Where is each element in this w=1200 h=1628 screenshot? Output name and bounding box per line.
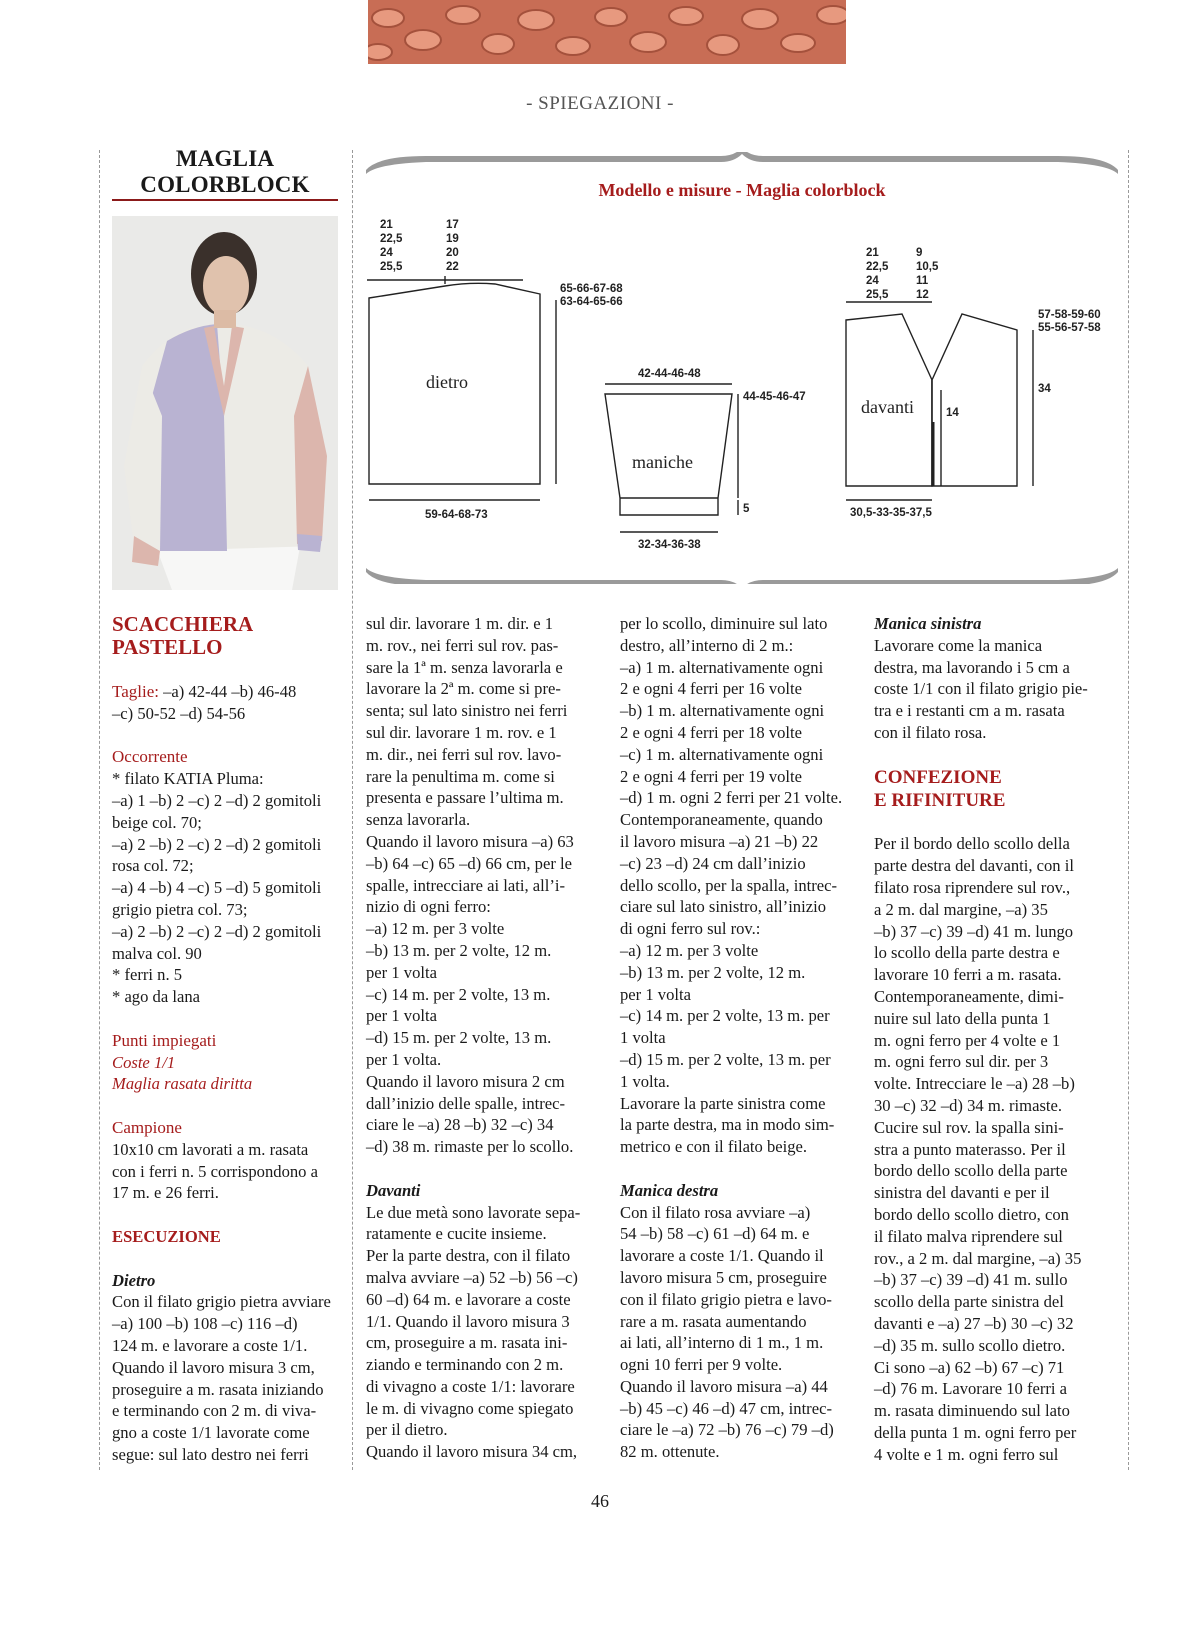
text-line: stra a punto materasso. Per il <box>874 1139 1066 1159</box>
front-right-shape <box>932 314 1017 486</box>
text-line: di vivagno a coste 1/1: lavorare <box>366 1376 575 1396</box>
text-line: malva avviare –a) 52 –b) 56 –c) <box>366 1267 578 1287</box>
text-line: 1 volta. <box>620 1071 670 1091</box>
text-line: lavorare 10 ferri a m. rasata. <box>874 965 1062 985</box>
col3-block-1 <box>620 613 846 1158</box>
text-line: gno a coste 1/1 lavorate come <box>112 1423 310 1443</box>
text-line: per 1 volta <box>620 984 691 1004</box>
sleeve-bottom-width: 32-34-36-38 <box>638 539 701 551</box>
text-line: Le due metà sono lavorate sepa- <box>366 1202 581 1222</box>
stitches-label: Punti impiegati <box>112 1030 217 1050</box>
col4-block-2 <box>874 833 1100 1465</box>
back-shoulder-width: 25,5 <box>380 261 403 273</box>
text-line: –d) 38 m. rimaste per lo scollo. <box>366 1137 574 1157</box>
back-section-label: Dietro <box>112 1270 156 1290</box>
text-line: per lo scollo, diminuire sul lato <box>620 614 828 633</box>
col4-block-1 <box>874 635 1100 744</box>
title-line-1: MAGLIA <box>175 146 275 171</box>
gauge-label: Campione <box>112 1117 182 1137</box>
text-line: –d) 76 m. Lavorare 10 ferri a <box>874 1379 1068 1399</box>
text-line: il filato malva riprendere sul <box>874 1226 1063 1246</box>
text-line: 30 –c) 32 –d) 34 m. rimaste. <box>874 1095 1063 1115</box>
col3-block-2 <box>620 1202 846 1464</box>
back-shoulder-width: 21 <box>380 219 393 231</box>
text-line: presenta e passare l’ultima m. <box>366 788 564 808</box>
schematics <box>0 0 1200 600</box>
heading-line: CONFEZIONE <box>874 766 1002 788</box>
diagram-title: Modello e misure - Maglia colorblock <box>598 180 886 200</box>
materials-line: –a) 4 –b) 4 –c) 5 –d) 5 gomitoli <box>112 878 322 898</box>
front-width: 30,5-33-35-37,5 <box>850 507 932 519</box>
left-sleeve-label: Manica sinistra <box>874 614 982 633</box>
column-3 <box>620 613 846 1463</box>
text-line: m. rov., nei ferri sul rov. pas- <box>366 635 559 655</box>
execution-label: ESECUZIONE <box>112 1226 221 1246</box>
heading-line: E RIFINITURE <box>874 789 1006 811</box>
text-line: con il filato rosa. <box>874 722 987 742</box>
heading-line: PASTELLO <box>112 635 223 659</box>
front-height: 55-56-57-58 <box>1038 322 1101 334</box>
text-line: Contemporaneamente, quando <box>620 810 823 830</box>
text-line: ciare sul lato sinistro, all’inizio <box>620 897 826 917</box>
back-height: 63-64-65-66 <box>560 296 623 308</box>
text-line: di ogni ferro sul rov.: <box>620 919 761 939</box>
sizes-label: Taglie: <box>112 682 159 701</box>
text-line: ziando e terminando con 2 m. <box>366 1355 564 1375</box>
text-line: ratamente e cucite insieme. <box>366 1224 547 1244</box>
back-label: dietro <box>426 372 468 392</box>
text-line: m. ogni ferro per 4 volte e 1 <box>874 1030 1061 1050</box>
back-neck-width: 20 <box>446 247 459 259</box>
text-line: scollo della parte sinistra del <box>874 1292 1064 1312</box>
materials-line: rosa col. 72; <box>112 856 194 876</box>
gauge-line: 10x10 cm lavorati a m. rasata <box>112 1139 309 1159</box>
page-number: 46 <box>591 1491 609 1511</box>
back-neck-width: 19 <box>446 233 459 245</box>
front-shoulder-width: 21 <box>866 247 879 259</box>
text-line: lo scollo della parte destra e <box>874 943 1060 963</box>
materials-line: malva col. 90 <box>112 943 202 963</box>
text-line: sul dir. lavorare 1 m. rov. e 1 <box>366 722 557 742</box>
materials-line: * ferri n. 5 <box>112 965 183 985</box>
text-line: spalle, intrecciare ai lati, all’i- <box>366 875 566 895</box>
text-line: ciare le –a) 28 –b) 32 –c) 34 <box>366 1115 554 1135</box>
column-4 <box>874 613 1100 1465</box>
text-line: e terminando con 2 m. di viva- <box>112 1401 317 1421</box>
text-line: filato rosa riprendere sul rov., <box>874 877 1071 897</box>
text-line: senta; sul lato sinistro nei ferri <box>366 701 568 721</box>
materials-line: * ago da lana <box>112 987 201 1007</box>
text-line: Per il bordo dello scollo della <box>874 834 1070 854</box>
text-line: per il dietro. <box>366 1420 448 1440</box>
gauge-line: con i ferri n. 5 corrispondono a <box>112 1161 318 1181</box>
text-line: 2 e ogni 4 ferri per 19 volte <box>620 766 803 786</box>
text-line: 1 volta <box>620 1028 666 1048</box>
text-line: metrico e con il filato beige. <box>620 1137 808 1157</box>
finishing-heading <box>874 766 1100 812</box>
text-line: –b) 13 m. per 2 volte, 12 m. <box>620 962 806 982</box>
text-line: –b) 64 –c) 65 –d) 66 cm, per le <box>366 853 572 873</box>
text-line: Lavorare la parte sinistra come <box>620 1093 826 1113</box>
materials-line: beige col. 70; <box>112 812 202 832</box>
text-line: –d) 15 m. per 2 volte, 13 m. <box>366 1028 552 1048</box>
text-line: –c) 1 m. alternativamente ogni <box>620 744 824 764</box>
text-line: il lavoro misura –a) 21 –b) 22 <box>620 831 819 851</box>
text-line: –a) 12 m. per 3 volte <box>366 919 505 939</box>
text-line: 1/1. Quando il lavoro misura 3 <box>366 1311 570 1331</box>
materials-label: Occorrente <box>112 747 188 767</box>
text-line: volte. Intrecciare le –a) 28 –b) <box>874 1074 1075 1094</box>
text-line: segue: sul lato destro nei ferri <box>112 1444 309 1464</box>
front-section-label: Davanti <box>366 1180 421 1200</box>
text-line: Contemporaneamente, dimi- <box>874 986 1064 1006</box>
text-line: proseguire a m. rasata iniziando <box>112 1379 324 1399</box>
text-line: cm, proseguire a m. rasata ini- <box>366 1333 568 1353</box>
text-line: –d) 35 m. sullo scollo dietro. <box>874 1335 1066 1355</box>
text-line: –c) 14 m. per 2 volte, 13 m. <box>366 984 551 1004</box>
heading-line: SCACCHIERA <box>112 612 254 636</box>
text-line: –c) 14 m. per 2 volte, 13 m. per <box>620 1006 830 1026</box>
text-line: –b) 45 –c) 46 –d) 47 cm, intrec- <box>620 1398 832 1418</box>
stitch-item: Maglia rasata diritta <box>112 1074 253 1094</box>
text-line: per 1 volta <box>366 1006 437 1026</box>
front-neck-width: 12 <box>916 289 929 301</box>
front-neck-width: 10,5 <box>916 261 939 273</box>
text-line: Quando il lavoro misura 34 cm, <box>366 1442 578 1462</box>
materials-line: grigio pietra col. 73; <box>112 899 248 919</box>
text-line: le m. di vivagno come spiegato <box>366 1398 574 1418</box>
back-neck-width: 17 <box>446 219 459 231</box>
text-line: bordo dello scollo dietro, con <box>874 1204 1069 1224</box>
text-line: dall’inizio delle spalle, intrec- <box>366 1093 566 1113</box>
text-line: bordo dello scollo della parte <box>874 1161 1068 1181</box>
text-line: 54 –b) 58 –c) 61 –d) 64 m. e <box>620 1224 810 1244</box>
text-line: –b) 37 –c) 39 –d) 41 m. lungo <box>874 921 1074 941</box>
sleeve-label: maniche <box>632 452 693 472</box>
text-line: Quando il lavoro misura 3 cm, <box>112 1357 315 1377</box>
front-shoulder-width: 24 <box>866 275 879 287</box>
text-line: –b) 13 m. per 2 volte, 12 m. <box>366 940 552 960</box>
text-line: Con il filato grigio pietra avviare <box>112 1292 331 1312</box>
text-line: Ci sono –a) 62 –b) 67 –c) 71 <box>874 1357 1065 1377</box>
sleeve-height: 44-45-46-47 <box>743 391 806 403</box>
front-shoulder-width: 22,5 <box>866 261 889 273</box>
col2-block-2 <box>366 1202 592 1464</box>
title-line-2: COLORBLOCK <box>140 172 310 197</box>
text-line: della punta 1 m. ogni ferro per <box>874 1422 1077 1442</box>
text-line: ogni 10 ferri per 9 volte. <box>620 1355 783 1375</box>
column-1 <box>112 613 338 1466</box>
text-line: destro, all’interno di 2 m.: <box>620 635 794 655</box>
materials-line: –a) 2 –b) 2 –c) 2 –d) 2 gomitoli <box>112 921 322 941</box>
materials-line: –a) 1 –b) 2 –c) 2 –d) 2 gomitoli <box>112 790 322 810</box>
text-line: –b) 1 m. alternativamente ogni <box>620 701 825 721</box>
text-line: parte destra del davanti, con il <box>874 856 1074 876</box>
front-shoulder-width: 25,5 <box>866 289 889 301</box>
front-label: davanti <box>861 397 914 417</box>
text-line: tra e i restanti cm a m. rasata <box>874 701 1065 721</box>
sleeve-cuff-height: 5 <box>743 503 750 515</box>
text-line: –a) 1 m. alternativamente ogni <box>620 657 824 677</box>
text-line: coste 1/1 con il filato grigio pie- <box>874 679 1088 699</box>
column-2 <box>366 613 592 1463</box>
text-line: per 1 volta. <box>366 1049 442 1069</box>
pattern-heading <box>112 613 338 659</box>
text-line: –a) 12 m. per 3 volte <box>620 940 759 960</box>
sizes-value: –c) 50-52 –d) 54-56 <box>112 703 246 723</box>
text-line: per 1 volta <box>366 962 437 982</box>
text-line: 124 m. e lavorare a coste 1/1. <box>112 1335 308 1355</box>
text-line: 2 e ogni 4 ferri per 16 volte <box>620 679 803 699</box>
front-neck-width: 11 <box>916 275 929 287</box>
text-line: senza lavorarla. <box>366 810 471 830</box>
text-line: sare la 1ª m. senza lavorarla e <box>366 657 563 677</box>
text-line: rare la penultima m. come si <box>366 766 555 786</box>
text-line: Cucire sul rov. la spalla sini- <box>874 1117 1064 1137</box>
text-line: Quando il lavoro misura –a) 44 <box>620 1376 828 1396</box>
text-line: destra, ma lavorando i 5 cm a <box>874 657 1070 677</box>
sizes <box>112 681 338 703</box>
sizes-value: –a) 42-44 –b) 46-48 <box>158 682 297 701</box>
text-line: nizio di ogni ferro: <box>366 897 491 917</box>
back-height: 65-66-67-68 <box>560 283 623 295</box>
text-line: –c) 23 –d) 24 cm dall’inizio <box>620 853 806 873</box>
front-side-height: 34 <box>1038 383 1051 395</box>
text-line: sul dir. lavorare 1 m. dir. e 1 <box>366 614 554 633</box>
front-neck-width: 9 <box>916 247 923 259</box>
text-line: lavorare a coste 1/1. Quando il <box>620 1246 824 1266</box>
text-line: Quando il lavoro misura –a) 63 <box>366 831 574 851</box>
text-line: davanti e –a) 27 –b) 30 –c) 32 <box>874 1313 1074 1333</box>
text-line: m. dir., nei ferri sul rov. lavo- <box>366 744 562 764</box>
text-line: dello scollo, per la spalla, intrec- <box>620 875 838 895</box>
text-line: con il filato grigio pietra e lavo- <box>620 1289 832 1309</box>
back-neck-width: 22 <box>446 261 459 273</box>
text-line: m. ogni ferro sul dir. per 3 <box>874 1052 1049 1072</box>
text-line: Lavorare come la manica <box>874 635 1043 655</box>
right-sleeve-label: Manica destra <box>620 1180 719 1200</box>
back-width: 59-64-68-73 <box>425 509 488 521</box>
text-line: 4 volte e 1 m. ogni ferro sul <box>874 1444 1059 1464</box>
text-line: la parte destra, ma in modo sim- <box>620 1115 835 1135</box>
sleeve-top-width: 42-44-46-48 <box>638 368 701 380</box>
back-shoulder-width: 24 <box>380 247 393 259</box>
text-line: Con il filato rosa avviare –a) <box>620 1202 811 1222</box>
text-line: rov., a 2 m. dal margine, –a) 35 <box>874 1248 1082 1268</box>
text-line: –a) 100 –b) 108 –c) 116 –d) <box>112 1314 298 1334</box>
text-line: rare a m. rasata aumentando <box>620 1311 807 1331</box>
text-line: ciare le –a) 72 –b) 76 –c) 79 –d) <box>620 1420 834 1440</box>
text-line: 82 m. ottenute. <box>620 1442 720 1462</box>
text-line: sinistra del davanti e per il <box>874 1183 1050 1203</box>
materials-line: * filato KATIA Pluma: <box>112 769 264 789</box>
text-line: –b) 37 –c) 39 –d) 41 m. sullo <box>874 1270 1068 1290</box>
gauge-line: 17 m. e 26 ferri. <box>112 1183 219 1203</box>
text-line: –d) 15 m. per 2 volte, 13 m. per <box>620 1049 831 1069</box>
text-line: 60 –d) 64 m. e lavorare a coste <box>366 1289 571 1309</box>
col2-block-1 <box>366 613 592 1158</box>
text-line: m. rasata diminuendo sul lato <box>874 1401 1070 1421</box>
text-line: Per la parte destra, con il filato <box>366 1246 571 1266</box>
text-line: 2 e ogni 4 ferri per 18 volte <box>620 722 803 742</box>
text-line: a 2 m. dal margine, –a) 35 <box>874 899 1048 919</box>
stitch-item: Coste 1/1 <box>112 1052 176 1072</box>
back-shoulder-width: 22,5 <box>380 233 403 245</box>
text-line: lavorare la 2ª m. come si pre- <box>366 679 561 699</box>
text-line: –d) 1 m. ogni 2 ferri per 21 volte. <box>620 788 843 808</box>
front-height: 57-58-59-60 <box>1038 309 1101 321</box>
text-line: Quando il lavoro misura 2 cm <box>366 1071 565 1091</box>
front-point-height: 14 <box>946 407 959 419</box>
text-line: nuire sul lato della punta 1 <box>874 1008 1051 1028</box>
section-header: - SPIEGAZIONI - <box>526 93 674 114</box>
materials-line: –a) 2 –b) 2 –c) 2 –d) 2 gomitoli <box>112 834 322 854</box>
text-line: lavoro misura 5 cm, proseguire <box>620 1267 827 1287</box>
text-line: ai lati, all’interno di 1 m., 1 m. <box>620 1333 824 1353</box>
